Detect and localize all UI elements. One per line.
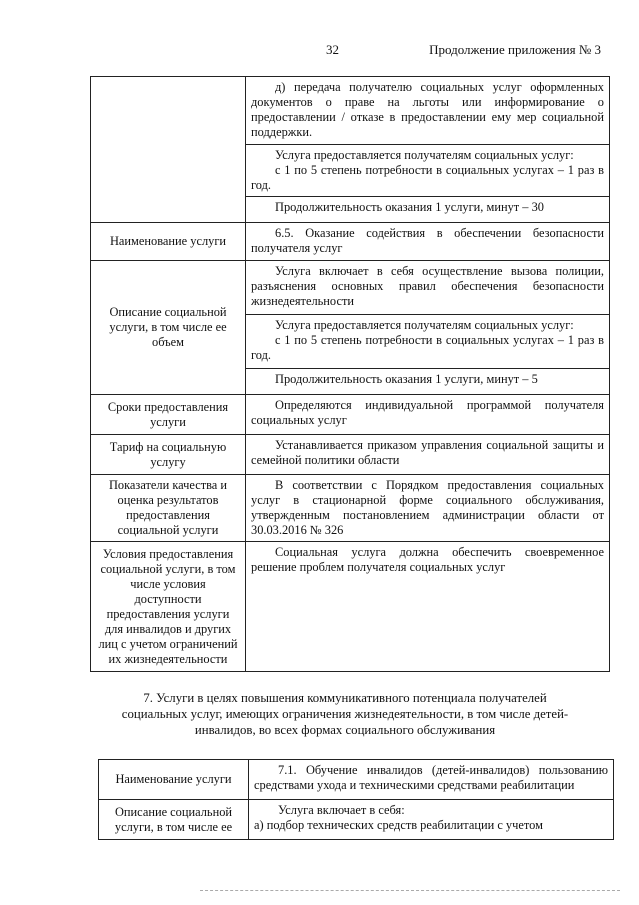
service-name-label: Наименование услуги [91,223,246,261]
conditions-value: Социальная услуга должна обеспечить своевременное решение проблем получателя социальных услуг [246,542,610,672]
recipients-cell: Услуга предоставляется получателям социальных услуг: с 1 по 5 степень потребности в социальных услугах – 1 раз в год. [246,315,610,369]
appendix-continuation: Продолжение приложения № 3 [429,42,601,57]
service-table-6-5 [90,76,610,672]
tariff-value: Устанавливается приказом управления социальной защиты и семейной политики области [246,435,610,475]
page-number: 32 [326,42,339,57]
page-edge-divider [200,890,620,891]
duration-cell: Продолжительность оказания 1 услуги, минут – 5 [246,369,610,395]
service-name-value: 6.5. Оказание содействия в обеспечении безопасности получателя услуг [246,223,610,261]
service-item-d: д) передача получателю социальных услуг оформленных документов о праве на льготы или информирование о предоставлении / отказе в предоставлении ему мер социальной поддержки. [246,77,610,145]
service-description-text: Услуга включает в себя: а) подбор технических средств реабилитации с учетом [249,800,614,840]
service-description-text: Услуга включает в себя осуществление вызова полиции, разъяснения основных правил обеспечения безопасности жизнедеятельности [246,261,610,315]
tariff-label: Тариф на социальную услугу [91,435,246,475]
service-description-label: Описание социальной услуги, в том числе ее объем [91,261,246,395]
empty-label-cell [91,77,246,223]
quality-value: В соответствии с Порядком предоставления социальных услуг в стационарной форме социального обслуживания, утвержденным постановлением администрации области от 30.03.2016 № 326 [246,475,610,542]
conditions-label: Условия предоставления социальной услуги, в том числе условия доступности предоставления услуги для инвалидов и других лиц с учетом ограничений их жизнедеятельности [91,542,246,672]
service-name-value: 7.1. Обучение инвалидов (детей-инвалидов) пользованию средствами ухода и техническими средствами реабилитации [249,760,614,800]
service-table-7-1 [98,759,614,840]
section-7-title: 7. Услуги в целях повышения коммуникативного потенциала получателей социальных услуг, имеющих ограничения жизнедеятельности, в том числе детей-инвалидов, во всех формах социального обслуживания [121,691,569,737]
quality-label: Показатели качества и оценка результатов предоставления социальной услуги [91,475,246,542]
service-description-label: Описание социальной услуги, в том числе ее [99,800,249,840]
terms-label: Сроки предоставления услуги [91,395,246,435]
terms-value: Определяются индивидуальной программой получателя социальных услуг [246,395,610,435]
service-name-label: Наименование услуги [99,760,249,800]
recipients-cell: Услуга предоставляется получателям социальных услуг: с 1 по 5 степень потребности в социальных услугах – 1 раз в год. [246,145,610,197]
duration-cell: Продолжительность оказания 1 услуги, минут – 30 [246,197,610,223]
